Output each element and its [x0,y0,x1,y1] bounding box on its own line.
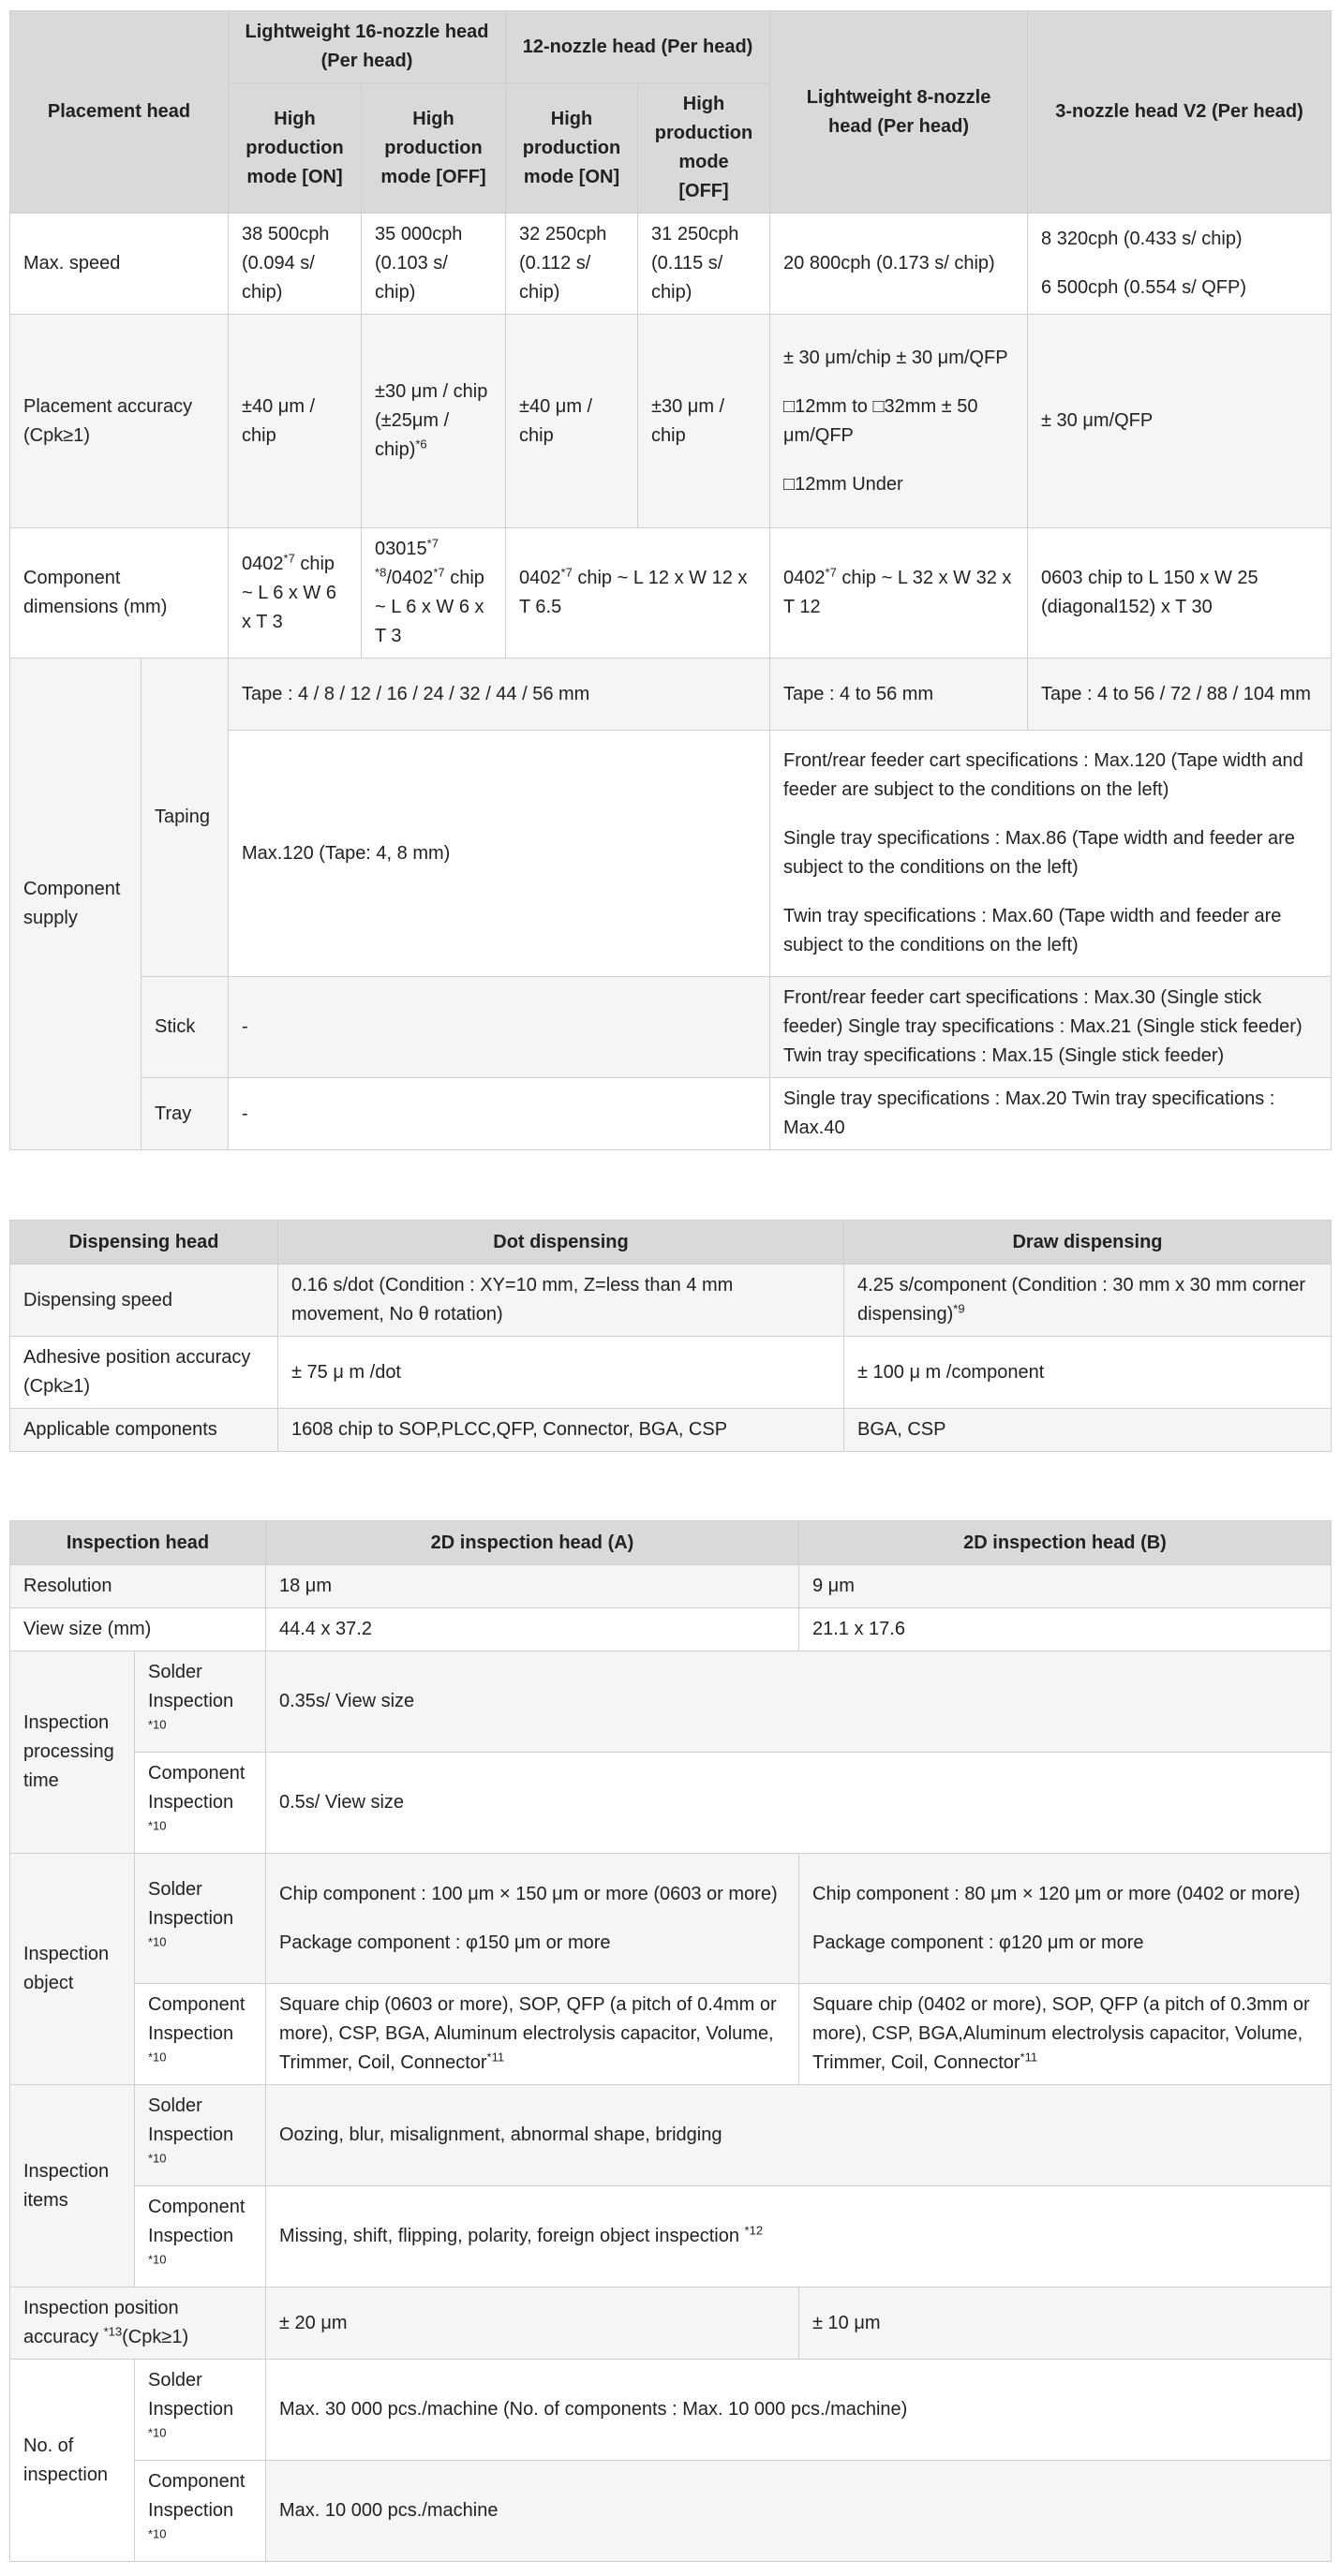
table-row [10,1078,1332,1150]
cell-text: Square chip (0603 or more), SOP, QFP (a pitch of 0.4mm or more), CSP, BGA, Aluminum electrolysis capacitor, Volume, Trimmer, Coil, Connector [279,1994,777,2073]
sub-label-text: Solder Inspection [148,1878,234,1929]
sub-label [135,1651,266,1753]
cell [362,528,506,659]
cell-text: Square chip (0402 or more), SOP, QFP (a pitch of 0.3mm or more), CSP, BGA,Aluminum electrolysis capacitor, Volume, Trimmer, Coil, Connector [812,1994,1310,2073]
inspection-head-header: Inspection head [10,1521,266,1565]
table-row [10,1608,1332,1651]
header-8-nozzle: Lightweight 8-nozzle head (Per head) [770,11,1028,214]
footnote-ref: *9 [953,1301,965,1316]
sub-label-text: Solder Inspection [148,1662,234,1711]
row-label: Adhesive position accuracy (Cpk≥1) [10,1337,278,1409]
footnote-ref: *12 [744,2223,764,2238]
header-2d-head-b: 2D inspection head (B) [799,1521,1332,1565]
header-12-nozzle: 12-nozzle head (Per head) [506,11,770,83]
row-label: Dispensing speed [10,1265,278,1337]
cell [799,1984,1332,2085]
sub-label-text: Component Inspection [148,1763,246,1813]
table-row [10,1651,1332,1753]
sub-label-text: Solder Inspection [148,2370,234,2420]
cell: ± 20 μm [266,2287,799,2360]
sub-label [135,1753,266,1854]
footnote-ref: *7 *8 [375,536,439,580]
cell [266,1854,799,1984]
row-label: Max. speed [10,214,229,315]
cell-text: chip ~ L 12 x W 12 x T 6.5 [519,568,748,617]
cell-line: □12mm to □32mm ± 50 μm/QFP [783,395,978,446]
header-12-hp-on: High production mode [ON] [506,83,638,214]
sub-label: Tray [141,1078,229,1150]
row-label: No. of inspection [10,2360,135,2562]
header-16-hp-on: High production mode [ON] [229,83,362,214]
sub-label [135,1984,266,2085]
cell: 21.1 x 17.6 [799,1608,1332,1651]
cell: ± 10 μm [799,2287,1332,2360]
sub-label-text: Component Inspection [148,2197,246,2246]
table-row [10,1753,1332,1854]
table-row [10,1854,1332,1984]
cell: Oozing, blur, misalignment, abnormal shape, bridging [266,2085,1332,2186]
cell: 1608 chip to SOP,PLCC,QFP, Connector, BGA, CSP [278,1409,844,1452]
footnote-ref: *7 [560,565,573,580]
row-label: Resolution [10,1565,266,1608]
cell: Tape : 4 to 56 / 72 / 88 / 104 mm [1028,659,1332,731]
header-16-nozzle: Lightweight 16-nozzle head (Per head) [229,11,506,83]
cell-line: Front/rear feeder cart specifications : Max.120 (Tape width and feeder are subject to the conditions on the left) [783,750,1303,800]
table-row [10,214,1332,315]
footnote-ref: *10 [148,2425,167,2440]
table-row [10,1984,1332,2085]
cell: - [229,1078,770,1150]
cell-line: 8 320cph (0.433 s/ chip) [1041,229,1243,249]
cell-line: □12mm Under [783,473,903,495]
header-16-hp-off: High production mode [OFF] [362,83,506,214]
cell: Max. 30 000 pcs./machine (No. of components : Max. 10 000 pcs./machine) [266,2360,1332,2461]
cell-line: Package component : φ120 μm or more [812,1932,1144,1953]
cell [229,528,362,659]
sub-label: Taping [141,659,229,977]
inspection-head-table [9,1520,1332,2562]
cell [266,1984,799,2085]
cell: Single tray specifications : Max.20 Twin tray specifications : Max.40 [770,1078,1332,1150]
table-row [10,1565,1332,1608]
cell-line: ± 30 μm/chip ± 30 μm/QFP [783,347,1008,368]
row-label-text: (Cpk≥1) [122,2327,189,2347]
cell: Tape : 4 / 8 / 12 / 16 / 24 / 32 / 44 / 56 mm [229,659,770,731]
row-label: Inspection processing time [10,1651,135,1854]
cell: ±40 μm / chip [506,315,638,528]
footnote-ref: *7 [433,565,445,580]
cell: 32 250cph (0.112 s/ chip) [506,214,638,315]
footnote-ref: *7 [825,565,837,580]
cell: 44.4 x 37.2 [266,1608,799,1651]
footnote-ref: *10 [148,1717,167,1732]
sub-label-text: Solder Inspection [148,2095,234,2145]
cell: 0.16 s/dot (Condition : XY=10 mm, Z=less than 4 mm movement, No θ rotation) [278,1265,844,1337]
table-row [10,2360,1332,2461]
row-label: Component dimensions (mm) [10,528,229,659]
cell [362,315,506,528]
cell: ± 30 μm/QFP [1028,315,1332,528]
placement-head-table [9,10,1332,1150]
cell [799,1854,1332,1984]
footnote-ref: *10 [148,2526,167,2541]
row-label [10,2287,266,2360]
cell-text: Missing, shift, flipping, polarity, foreign object inspection [279,2226,745,2246]
header-12-hp-off: High production mode [OFF] [638,83,770,214]
table-row [10,2186,1332,2287]
cell: 9 μm [799,1565,1332,1608]
cell: 20 800cph (0.173 s/ chip) [770,214,1028,315]
cell-text: chip ~ L 32 x W 32 x T 12 [783,568,1012,617]
placement-head-header: Placement head [10,11,229,214]
cell: - [229,977,770,1078]
cell: Max. 10 000 pcs./machine [266,2461,1332,2562]
footnote-ref: *11 [486,2050,505,2065]
sub-label [135,2461,266,2562]
row-label: Inspection items [10,2085,135,2287]
row-label: View size (mm) [10,1608,266,1651]
cell [770,315,1028,528]
row-label: Component supply [10,659,141,1150]
sub-label: Stick [141,977,229,1078]
cell-text: 4.25 s/component (Condition : 30 mm x 30 mm corner dispensing) [857,1275,1305,1325]
table-row [10,1265,1332,1337]
sub-label [135,2360,266,2461]
cell: ±30 μm / chip [638,315,770,528]
cell: 0603 chip to L 150 x W 25 (diagonal152) x T 30 [1028,528,1332,659]
cell-text: chip ~ L 6 x W 6 x T 3 [242,553,336,632]
cell-text: ±30 μm / chip (±25μm / chip) [375,381,488,460]
cell-line: Chip component : 100 μm × 150 μm or more (0603 or more) [279,1883,778,1904]
footnote-ref: *7 [283,550,295,565]
sub-label-text: Component Inspection [148,1994,246,2044]
cell [770,731,1332,977]
footnote-ref: *10 [148,2050,167,2065]
table-row [10,1409,1332,1452]
cell: BGA, CSP [844,1409,1332,1452]
cell-text: chip ~ L 6 x W 6 x T 3 [375,568,484,646]
cell [266,2186,1332,2287]
dispensing-head-header: Dispensing head [10,1221,278,1265]
footnote-ref: *10 [148,2252,167,2267]
cell-line: 6 500cph (0.554 s/ QFP) [1041,277,1247,298]
cell: 0.5s/ View size [266,1753,1332,1854]
cell: ± 100 μ m /component [844,1337,1332,1409]
cell: Tape : 4 to 56 mm [770,659,1028,731]
cell: 31 250cph (0.115 s/ chip) [638,214,770,315]
sub-label [135,2186,266,2287]
cell [844,1265,1332,1337]
cell-text: 03015 [375,539,427,559]
footnote-ref: *6 [415,437,427,452]
cell [770,528,1028,659]
row-label: Placement accuracy (Cpk≥1) [10,315,229,528]
cell-text: 0402 [242,553,284,574]
cell-line: Single tray specifications : Max.86 (Tape width and feeder are subject to the conditions on the left) [783,828,1295,878]
cell: 38 500cph (0.094 s/ chip) [229,214,362,315]
cell [1028,214,1332,315]
footnote-ref: *10 [148,1933,167,1948]
cell-line: Chip component : 80 μm × 120 μm or more (0402 or more) [812,1883,1301,1904]
cell: 35 000cph (0.103 s/ chip) [362,214,506,315]
cell-text: 0402 [519,568,561,588]
footnote-ref: *11 [1020,2050,1038,2065]
dispensing-head-table [9,1220,1332,1452]
header-2d-head-a: 2D inspection head (A) [266,1521,799,1565]
table-row [10,2287,1332,2360]
table-row [10,1337,1332,1409]
footnote-ref: *10 [148,1818,167,1833]
sub-label [135,2085,266,2186]
row-label: Inspection object [10,1854,135,2085]
table-row [10,315,1332,528]
table-row [10,2461,1332,2562]
row-label: Applicable components [10,1409,278,1452]
cell: Front/rear feeder cart specifications : Max.30 (Single stick feeder) Single tray specifications : Max.21 (Single stick feeder) Twin tray specifications : Max.15 (Single stick feeder) [770,977,1332,1078]
header-dot-dispensing: Dot dispensing [278,1221,844,1265]
cell: 18 μm [266,1565,799,1608]
cell [506,528,770,659]
table-row [10,528,1332,659]
header-draw-dispensing: Draw dispensing [844,1221,1332,1265]
cell: ± 75 μ m /dot [278,1337,844,1409]
table-row [10,2085,1332,2186]
cell-text: /0402 [386,568,434,588]
table-row [10,659,1332,731]
cell-line: Package component : φ150 μm or more [279,1932,611,1953]
footnote-ref: *13 [103,2324,123,2339]
table-row [10,977,1332,1078]
sub-label [135,1854,266,1984]
header-3-nozzle: 3-nozzle head V2 (Per head) [1028,11,1332,214]
cell: Max.120 (Tape: 4, 8 mm) [229,731,770,977]
row-label-text: Inspection position accuracy [23,2298,179,2347]
cell: 0.35s/ View size [266,1651,1332,1753]
footnote-ref: *10 [148,2151,167,2166]
sub-label-text: Component Inspection [148,2471,246,2521]
cell-text: 0402 [783,568,826,588]
cell: ±40 μm / chip [229,315,362,528]
cell-line: Twin tray specifications : Max.60 (Tape width and feeder are subject to the conditions on the left) [783,906,1282,955]
